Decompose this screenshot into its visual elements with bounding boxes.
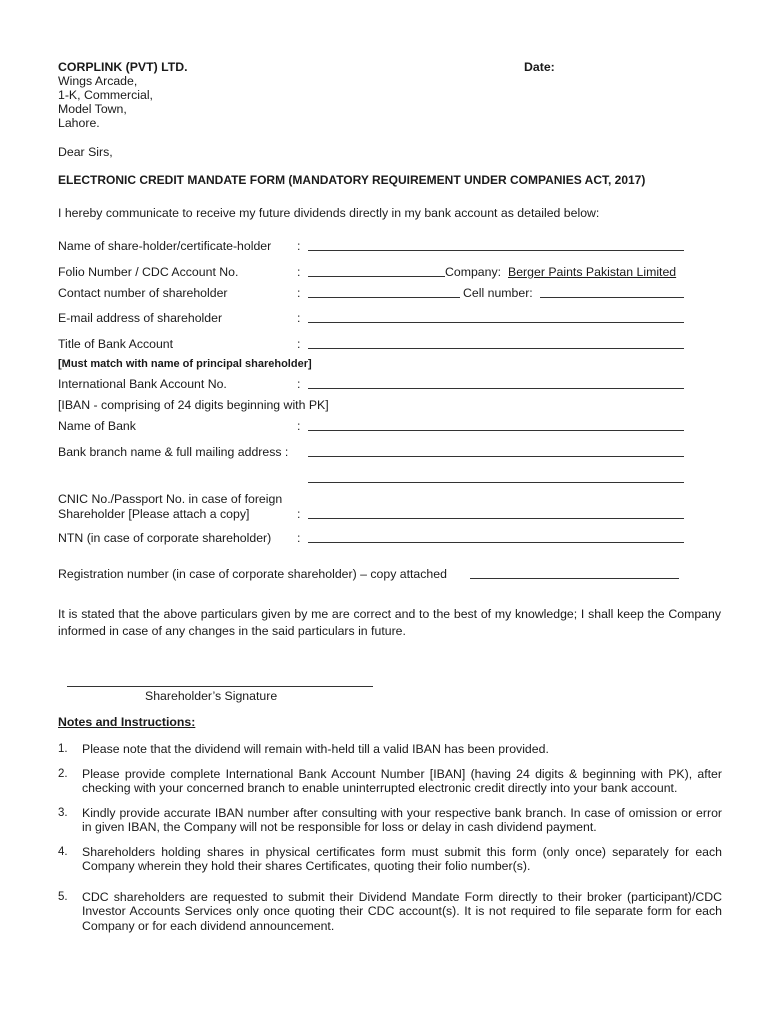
cnic-label-line-2: Shareholder [Please attach a copy] <box>58 507 250 521</box>
registration-label: Registration number (in case of corporate shareholder) – copy attached <box>58 567 447 581</box>
colon: : <box>297 311 301 325</box>
iban-field[interactable] <box>308 388 684 389</box>
ntn-label: NTN (in case of corporate shareholder) <box>58 531 272 545</box>
colon: : <box>297 239 301 253</box>
note-number: 5. <box>58 891 68 903</box>
colon: : <box>297 377 301 391</box>
contact-field[interactable] <box>308 297 460 298</box>
note-number: 3. <box>58 807 68 819</box>
colon: : <box>297 265 301 279</box>
ntn-field[interactable] <box>308 542 684 543</box>
email-label: E-mail address of shareholder <box>58 311 223 325</box>
cnic-label-line-1: CNIC No./Passport No. in case of foreign <box>58 492 283 506</box>
notes-heading: Notes and Instructions: <box>58 715 196 729</box>
cell-field[interactable] <box>540 297 684 298</box>
address-line-1: Wings Arcade, <box>58 74 138 88</box>
note-number: 2. <box>58 768 68 780</box>
cnic-field[interactable] <box>308 518 684 519</box>
shareholder-name-field[interactable] <box>308 250 684 251</box>
cell-label: Cell number: <box>463 286 533 300</box>
bank-title-note: [Must match with name of principal shareholder] <box>58 358 312 370</box>
colon: : <box>297 419 301 433</box>
iban-label: International Bank Account No. <box>58 377 227 391</box>
iban-note: [IBAN - comprising of 24 digits beginning with PK] <box>58 398 329 412</box>
salutation: Dear Sirs, <box>58 145 113 159</box>
folio-field[interactable] <box>308 276 445 277</box>
company-name: CORPLINK (PVT) LTD. <box>58 60 188 74</box>
email-field[interactable] <box>308 322 684 323</box>
note-text: Shareholders holding shares in physical certificates form must submit this form (only once) separately for each Company wherein they hold their shares Certificates, quoting their folio number(s). <box>82 845 722 874</box>
colon: : <box>297 286 301 300</box>
company-label: Company: <box>445 265 502 279</box>
contact-label: Contact number of shareholder <box>58 286 228 300</box>
declaration-text: It is stated that the above particulars given by me are correct and to the best of my knowledge; I shall keep the Company informed in case of any changes in the said particulars in future. <box>58 607 721 638</box>
colon: : <box>297 507 301 521</box>
registration-field[interactable] <box>470 578 679 579</box>
address-line-4: Lahore. <box>58 116 100 130</box>
intro-text: I hereby communicate to receive my future dividends directly in my bank account as detailed below: <box>58 206 600 220</box>
colon: : <box>297 531 301 545</box>
note-text: Please provide complete International Bank Account Number [IBAN] (having 24 digits & beginning with PK), after checking with your concerned branch to enable uninterrupted electronic credit directly into your bank account. <box>82 767 722 796</box>
company-value: Berger Paints Pakistan Limited <box>508 265 677 279</box>
bank-name-field[interactable] <box>308 430 684 431</box>
branch-field-2[interactable] <box>308 482 684 483</box>
address-line-2: 1-K, Commercial, <box>58 88 153 102</box>
bank-name-label: Name of Bank <box>58 419 136 433</box>
signature-line[interactable] <box>67 686 373 687</box>
form-title: ELECTRONIC CREDIT MANDATE FORM (MANDATORY REQUIREMENT UNDER COMPANIES ACT, 2017) <box>58 173 646 187</box>
bank-title-label: Title of Bank Account <box>58 337 174 351</box>
branch-label: Bank branch name & full mailing address : <box>58 445 289 459</box>
note-text: Please note that the dividend will remain with-held till a valid IBAN has been provided. <box>82 742 549 756</box>
branch-field-1[interactable] <box>308 456 684 457</box>
signature-label: Shareholder’s Signature <box>145 689 278 703</box>
bank-title-field[interactable] <box>308 348 684 349</box>
colon: : <box>297 337 301 351</box>
folio-label: Folio Number / CDC Account No. <box>58 265 239 279</box>
date-label: Date: <box>524 60 555 74</box>
note-number: 1. <box>58 743 68 755</box>
address-line-3: Model Town, <box>58 102 127 116</box>
shareholder-name-label: Name of share-holder/certificate-holder <box>58 239 272 253</box>
note-number: 4. <box>58 846 68 858</box>
note-text: CDC shareholders are requested to submit their Dividend Mandate Form directly to their broker (participant)/CDC Investor Accounts Services only once quoting their CDC account(s). It is not required to file separate form for each Company or for each dividend announcement. <box>82 890 722 933</box>
note-text: Kindly provide accurate IBAN number after consulting with your respective bank branch. In case of omission or error in given IBAN, the Company will not be responsible for loss or delay in cash dividend payment. <box>82 806 722 835</box>
